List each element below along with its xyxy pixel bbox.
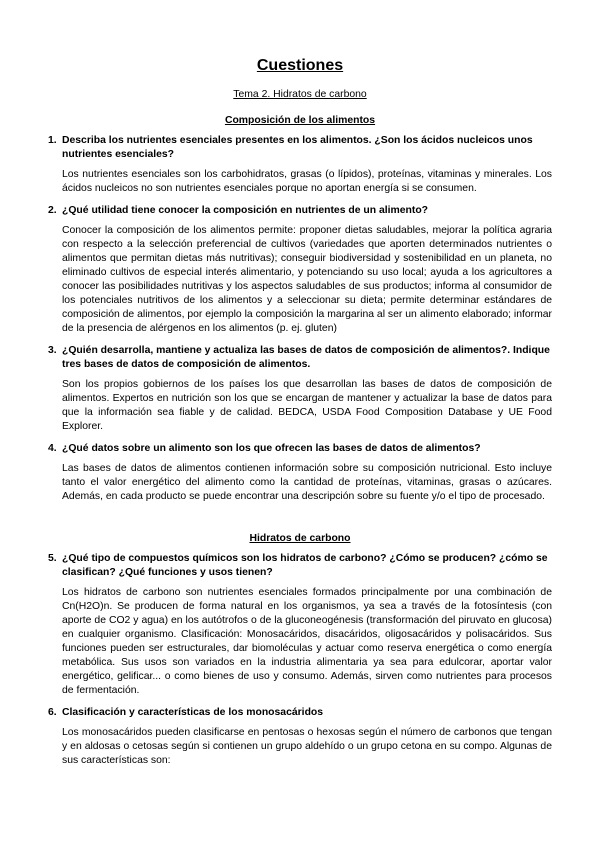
question-number: 3. — [48, 345, 57, 356]
question-number: 6. — [48, 707, 57, 718]
section-heading-hidratos: Hidratos de carbono — [249, 533, 351, 544]
question-text: Describa los nutrientes esenciales presentes en los alimentos. ¿Son los ácidos nucleicos unos nutrientes esenciales? — [62, 135, 533, 160]
question-3 — [48, 344, 552, 372]
page-subtitle: Tema 2. Hidratos de carbono — [233, 89, 367, 100]
answer-4: Las bases de datos de alimentos contienen información sobre su composición nutricional. Esto incluye tanto el valor energético del alimento como la cantidad de proteínas, vitaminas, grasas o azúcares. Además, en cada producto se puede encontrar una descripción sobre su fuente y/o el tipo de procesado. — [62, 463, 552, 502]
question-text: Clasificación y características de los monosacáridos — [62, 707, 324, 718]
page-title: Cuestiones — [256, 57, 344, 74]
answer-1: Los nutrientes esenciales son los carbohidratos, grasas (o lípidos), proteínas, vitaminas y minerales. Los ácidos nucleicos no son nutrientes esenciales porque no aportan energía si se consumen. — [62, 169, 552, 194]
question-text: ¿Qué utilidad tiene conocer la composición en nutrientes de un alimento? — [62, 205, 429, 216]
question-number: 2. — [48, 205, 57, 216]
question-4 — [48, 442, 552, 456]
question-text: ¿Qué datos sobre un alimento son los que ofrecen las bases de datos de alimentos? — [62, 443, 481, 454]
question-text: ¿Qué tipo de compuestos químicos son los hidratos de carbono? ¿Cómo se producen? ¿cómo se clasifican? ¿Qué funciones y usos tienen? — [62, 553, 548, 578]
answer-3: Son los propios gobiernos de los países los que desarrollan las bases de datos de composición de alimentos. Expertos en nutrición son los que se encargan de mantener y actualizar la base de datos para que la información sea fiable y de calidad. BEDCA, USDA Food Composition Database y UE Food Explorer. — [62, 379, 552, 432]
answer-6: Los monosacáridos pueden clasificarse en pentosas o hexosas según el número de carbonos que tengan y en aldosas o cetosas según si contienen un grupo aldehído o un grupo cetona en su compo. Algunas de sus características son: — [62, 727, 552, 766]
question-6 — [48, 706, 552, 720]
answer-5: Los hidratos de carbono son nutrientes esenciales formados principalmente por una combinación de Cn(H2O)n. Se producen de forma natural en los organismos, ya sea a través de la fotosíntesis (con aporte de CO2 y agua) en los autótrofos o de la gluconeogénesis (transformación del piruvato en glucosa) en cualquier organismo. Clasificación: Monosacáridos, disacáridos, oligosacáridos y polisacáridos. Sus funciones pueden ser estructurales, dar biomoléculas y actuar como reserva energética o como energía metabólica. Sus usos son variados en la industria alimentaria ya sea para edulcorar, aportar valor energético, gelificar... o como bienes de uso y consumo. Además, sirven como nutrientes para procesos de fermentación. — [62, 587, 552, 696]
question-5 — [48, 552, 552, 580]
question-text: ¿Quién desarrolla, mantiene y actualiza las bases de datos de composición de alimentos?. Indique tres bases de datos de composición de alimentos. — [62, 345, 550, 370]
section-spacer — [48, 512, 552, 532]
section-heading-composicion: Composición de los alimentos — [224, 115, 376, 126]
question-number: 5. — [48, 553, 57, 564]
question-1 — [48, 134, 552, 162]
answer-2: Conocer la composición de los alimentos permite: proponer dietas saludables, mejorar la política agraria con respecto a la selección preferencial de cultivos (variedades que aporten determinados nutrientes o alimentos que permitan dietas más nutritivas); conseguir biodiversidad y sostenibilidad en un planeta, no eliminado cultivos de especial interés alimentario, y potenciando su uso local; ayuda a los agricultores a conocer las posibilidades nutritivas y los aspectos saludables de sus productos; informa al consumidor de los potenciales nutritivos de los alimentos y a seleccionar su dieta; permite determinar estándares de composición de alimentos, por ejemplo la composición la margarina al ser un alimento elaborado; informar de la presencia de alérgenos en los alimentos (p. ej. gluten) — [62, 225, 552, 334]
question-number: 1. — [48, 135, 57, 146]
question-number: 4. — [48, 443, 57, 454]
question-2 — [48, 204, 552, 218]
